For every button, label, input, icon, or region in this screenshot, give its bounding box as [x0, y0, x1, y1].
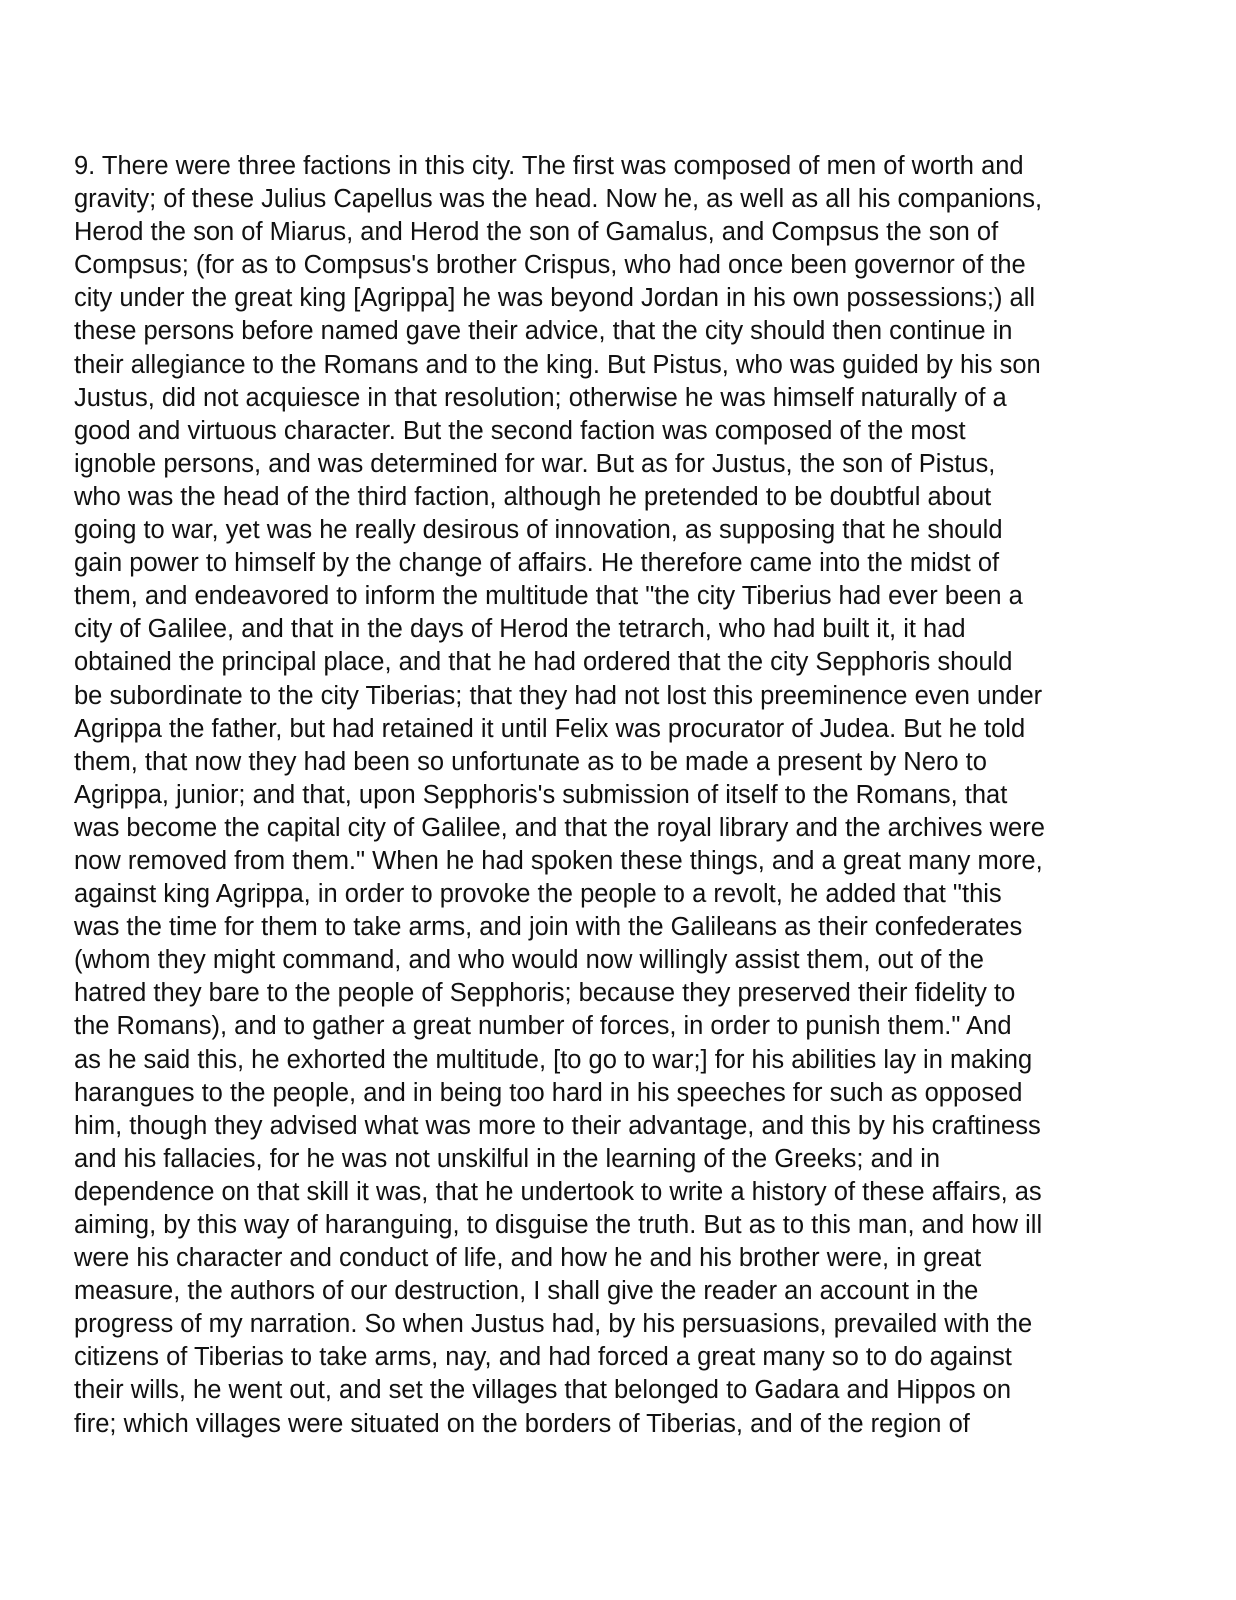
text-line: progress of my narration. So when Justus had, by his persuasions, prevailed with the — [74, 1310, 1033, 1339]
text-line: fire; which villages were situated on the borders of Tiberias, and of the region of — [74, 1409, 970, 1438]
text-line: ignoble persons, and was determined for war. But as for Justus, the son of Pistus, — [74, 449, 996, 478]
text-line: harangues to the people, and in being too hard in his speeches for such as opposed — [74, 1078, 1023, 1107]
text-line: going to war, yet was he really desirous of innovation, as supposing that he should — [74, 516, 1003, 545]
text-line: aiming, by this way of haranguing, to disguise the truth. But as to this man, and how ill — [74, 1211, 1043, 1239]
text-line: gain power to himself by the change of affairs. He therefore came into the midst of — [74, 549, 1000, 578]
text-line: measure, the authors of our destruction, I shall give the reader an account in the — [74, 1277, 979, 1306]
text-line: were his character and conduct of life, and how he and his brother were, in great — [74, 1244, 982, 1273]
text-line: their allegiance to the Romans and to the king. But Pistus, who was guided by his son — [74, 350, 1041, 379]
text-line: these persons before named gave their advice, that the city should then continue in — [74, 317, 1013, 346]
text-line: as he said this, he exhorted the multitude, [to go to war;] for his abilities lay in making — [74, 1045, 1033, 1074]
text-line: good and virtuous character. But the second faction was composed of the most — [74, 416, 966, 445]
text-line: (whom they might command, and who would now willingly assist them, out of the — [74, 946, 984, 975]
text-line: the Romans), and to gather a great number of forces, in order to punish them." And — [74, 1012, 1012, 1041]
text-line: hatred they bare to the people of Sepphoris; because they preserved their fidelity to — [74, 979, 1016, 1008]
text-line: Herod the son of Miarus, and Herod the son of Gamalus, and Compsus the son of — [74, 218, 999, 247]
text-line: gravity; of these Julius Capellus was the head. Now he, as well as all his companions, — [74, 185, 1043, 214]
paragraph-9 — [74, 150, 1174, 1441]
text-line: city under the great king [Agrippa] he was beyond Jordan in his own possessions;) all — [74, 284, 1036, 313]
text-line: now removed from them." When he had spoken these things, and a great many more, — [74, 846, 1043, 875]
text-line: Agrippa the father, but had retained it until Felix was procurator of Judea. But he told — [74, 714, 1026, 743]
text-line: them, that now they had been so unfortunate as to be made a present by Nero to — [74, 747, 987, 776]
text-line: citizens of Tiberias to take arms, nay, and had forced a great many so to do against — [74, 1343, 1012, 1372]
text-line: 9. There were three factions in this city. The first was composed of men of worth and — [74, 152, 1024, 180]
text-line: dependence on that skill it was, that he undertook to write a history of these affairs, as — [74, 1177, 1042, 1206]
text-line: be subordinate to the city Tiberias; that they had not lost this preeminence even under — [74, 681, 1043, 710]
text-line: them, and endeavored to inform the multitude that "the city Tiberius had ever been a — [74, 582, 1023, 611]
text-line: who was the head of the third faction, although he pretended to be doubtful about — [74, 482, 992, 511]
text-line: obtained the principal place, and that he had ordered that the city Sepphoris should — [74, 648, 1013, 677]
text-line: against king Agrippa, in order to provoke the people to a revolt, he added that "this — [74, 880, 1002, 909]
text-line: Justus, did not acquiesce in that resolution; otherwise he was himself naturally of a — [74, 383, 1007, 412]
text-line: and his fallacies, for he was not unskilful in the learning of the Greeks; and in — [74, 1144, 941, 1173]
text-line: was the time for them to take arms, and join with the Galileans as their confederates — [74, 913, 1023, 942]
text-line: was become the capital city of Galilee, and that the royal library and the archives were — [74, 813, 1045, 842]
text-line: city of Galilee, and that in the days of Herod the tetrarch, who had built it, it had — [74, 615, 966, 644]
text-line: him, though they advised what was more to their advantage, and this by his craftiness — [74, 1111, 1041, 1140]
text-line: Compsus; (for as to Compsus's brother Crispus, who had once been governor of the — [74, 251, 1026, 280]
text-line: their wills, he went out, and set the villages that belonged to Gadara and Hippos on — [74, 1376, 1012, 1405]
text-line: Agrippa, junior; and that, upon Sepphoris's submission of itself to the Romans, that — [74, 780, 1008, 809]
